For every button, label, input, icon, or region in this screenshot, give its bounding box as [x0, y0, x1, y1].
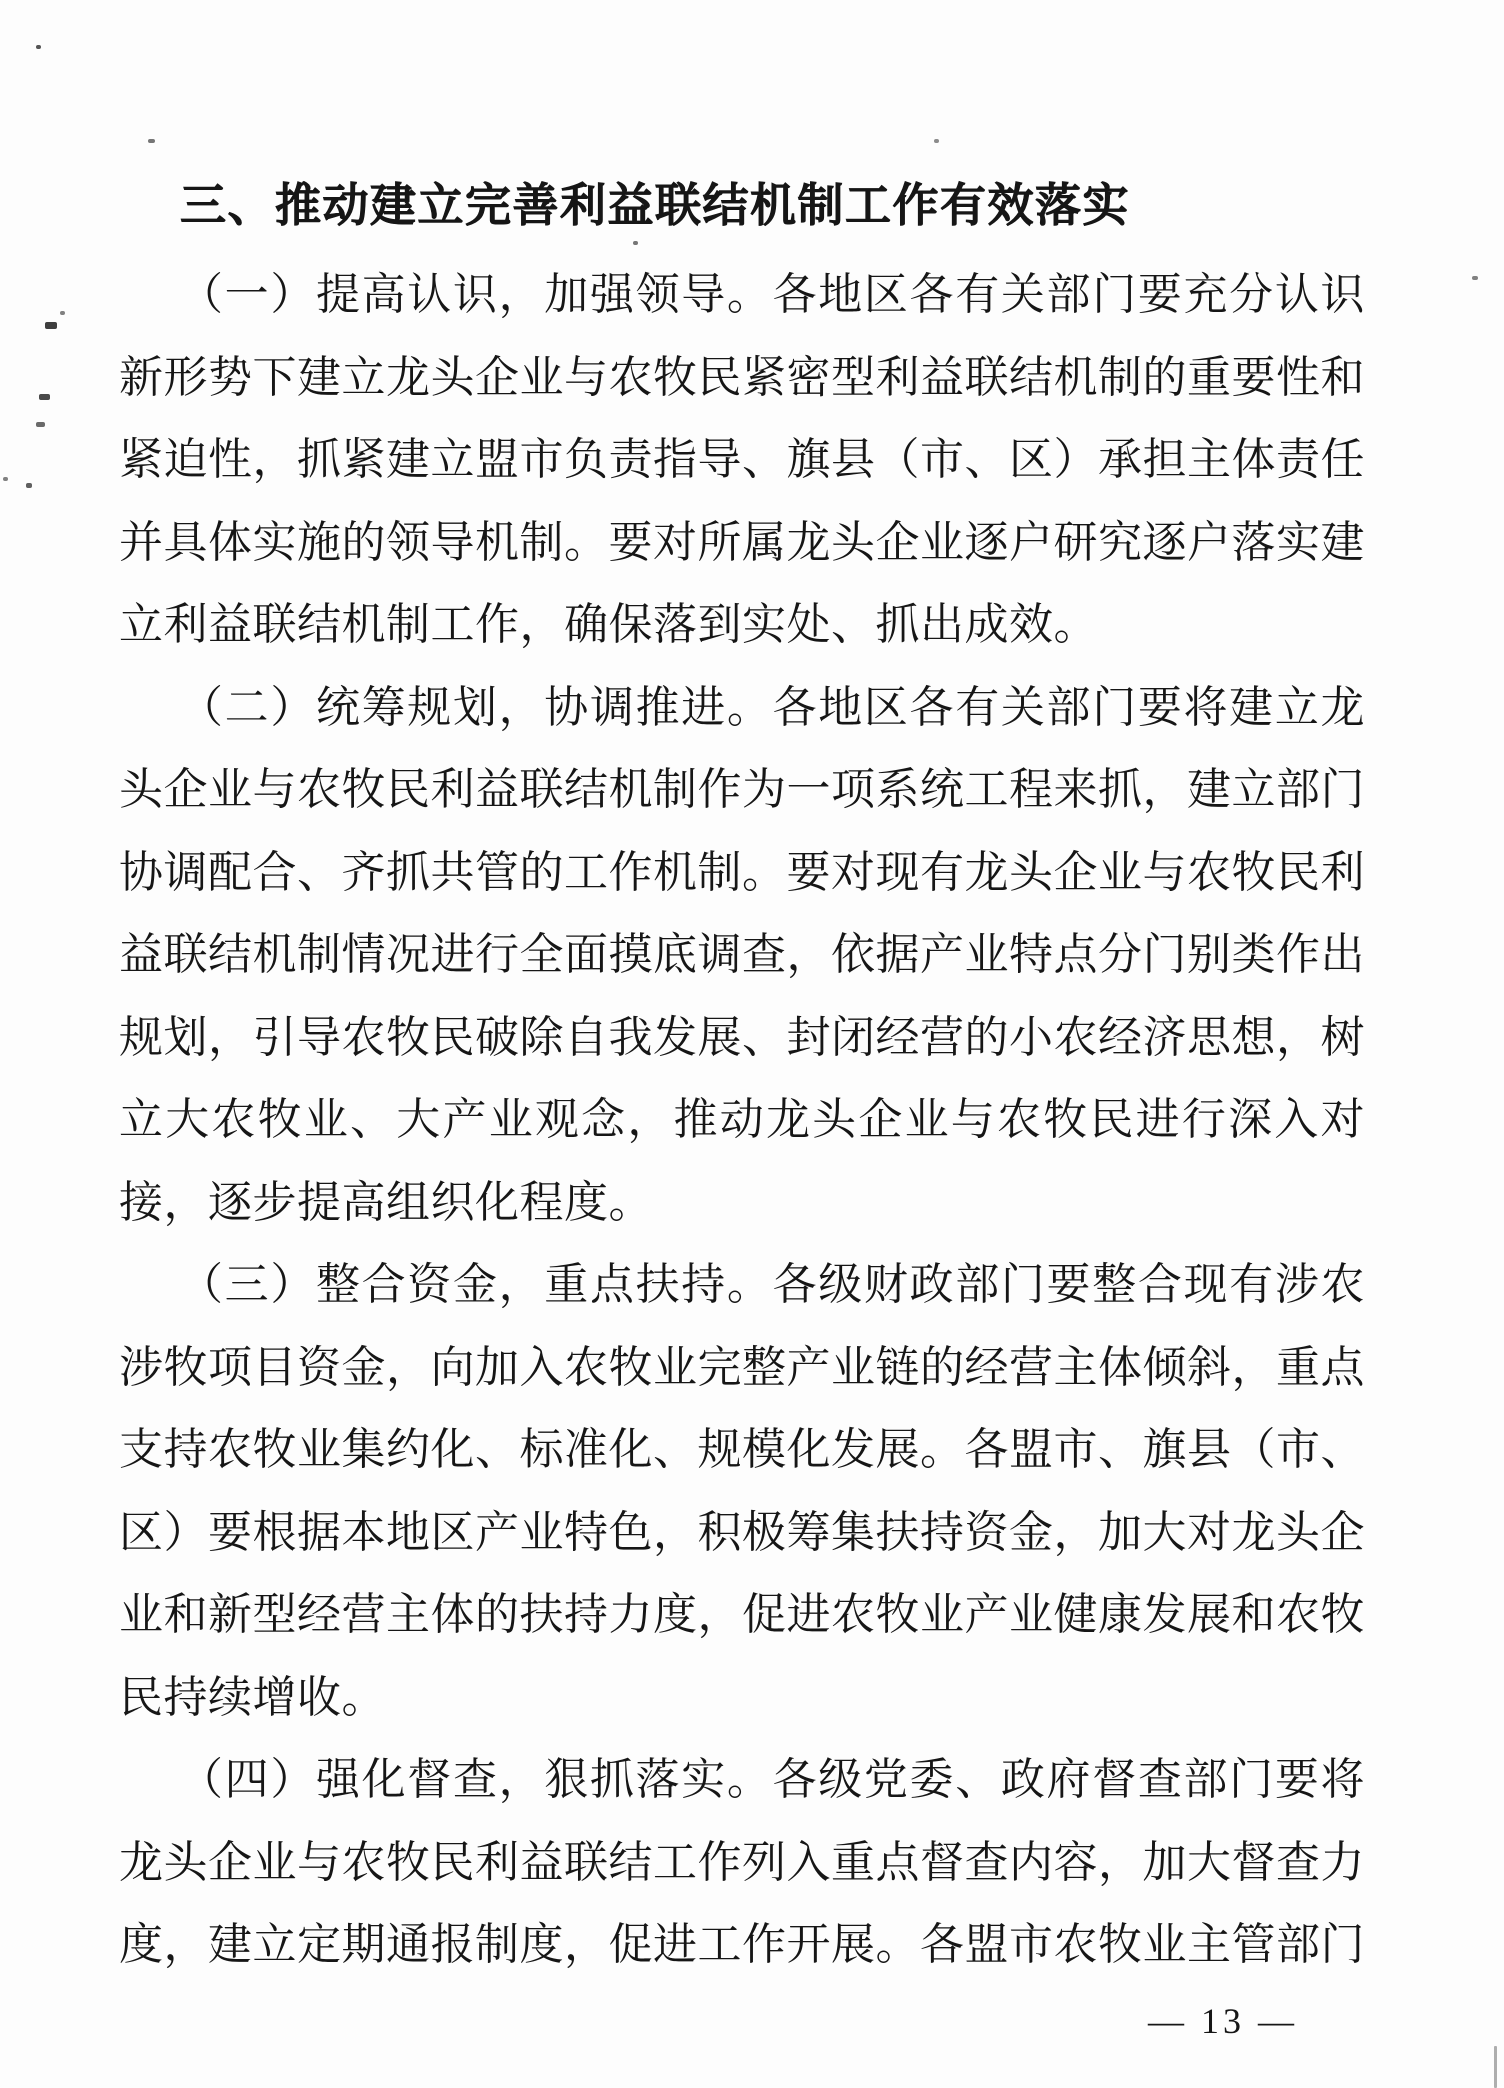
- scan-speck: [934, 139, 939, 143]
- scan-speck: [36, 45, 41, 49]
- body-line: （三）整合资金，重点扶持。各级财政部门要整合现有涉农: [179, 1260, 1365, 1309]
- body-line: 并具体实施的领导机制。要对所属龙头企业逐户研究逐户落实建: [119, 517, 1365, 567]
- body-line: 度，建立定期通报制度，促进工作开展。各盟市农牧业主管部门: [119, 1920, 1365, 1969]
- body-line: 接，逐步提高组织化程度。: [119, 1177, 653, 1227]
- scan-speck: [60, 311, 65, 315]
- body-line: （一）提高认识，加强领导。各地区各有关部门要充分认识: [179, 270, 1365, 319]
- scan-speck: [148, 139, 155, 143]
- body-paragraph: [119, 1244, 1365, 1739]
- scan-speck: [1472, 276, 1478, 280]
- body-line: 涉牧项目资金，向加入农牧业完整产业链的经营主体倾斜，重点: [119, 1342, 1365, 1392]
- body-line: 立利益联结机制工作，确保落到实处、抓出成效。: [119, 600, 1098, 649]
- body-line: 紧迫性，抓紧建立盟市负责指导、旗县（市、区）承担主体责任: [119, 435, 1365, 484]
- body-line: （二）统筹规划，协调推进。各地区各有关部门要将建立龙: [179, 682, 1365, 732]
- body-line: 业和新型经营主体的扶持力度，促进农牧业产业健康发展和农牧: [119, 1590, 1365, 1639]
- body-paragraph: [119, 667, 1365, 1245]
- body-line: 头企业与农牧民利益联结机制作为一项系统工程来抓，建立部门: [119, 765, 1365, 814]
- scan-speck: [45, 322, 57, 329]
- scan-edge-artifact: [1494, 2046, 1497, 2088]
- body-text: [119, 254, 1365, 1987]
- scan-speck: [36, 422, 45, 427]
- page-number: — 13 —: [1148, 2001, 1298, 2041]
- body-line: 规划，引导农牧民破除自我发展、封闭经营的小农经济思想，树: [119, 1012, 1365, 1062]
- body-line: 协调配合、齐抓共管的工作机制。要对现有龙头企业与农牧民利: [119, 847, 1365, 897]
- body-line: 立大农牧业、大产业观念，推动龙头企业与农牧民进行深入对: [119, 1095, 1365, 1144]
- section-heading: 三、推动建立完善利益联结机制工作有效落实: [180, 179, 1130, 231]
- body-paragraph: [119, 1739, 1365, 1987]
- body-paragraph: [119, 254, 1365, 667]
- body-line: 区）要根据本地区产业特色，积极筹集扶持资金，加大对龙头企: [119, 1507, 1365, 1557]
- body-line: 支持农牧业集约化、标准化、规模化发展。各盟市、旗县（市、: [119, 1425, 1365, 1474]
- scan-speck: [26, 483, 32, 488]
- scan-speck: [633, 241, 638, 245]
- scan-speck: [3, 477, 8, 481]
- body-line: （四）强化督查，狠抓落实。各级党委、政府督查部门要将: [179, 1755, 1365, 1804]
- body-line: 民持续增收。: [119, 1672, 386, 1722]
- scan-speck: [39, 394, 50, 400]
- body-line: 新形势下建立龙头企业与农牧民紧密型利益联结机制的重要性和: [119, 352, 1365, 402]
- body-line: 益联结机制情况进行全面摸底调查，依据产业特点分门别类作出: [119, 930, 1365, 979]
- body-line: 龙头企业与农牧民利益联结工作列入重点督查内容，加大督查力: [119, 1837, 1365, 1887]
